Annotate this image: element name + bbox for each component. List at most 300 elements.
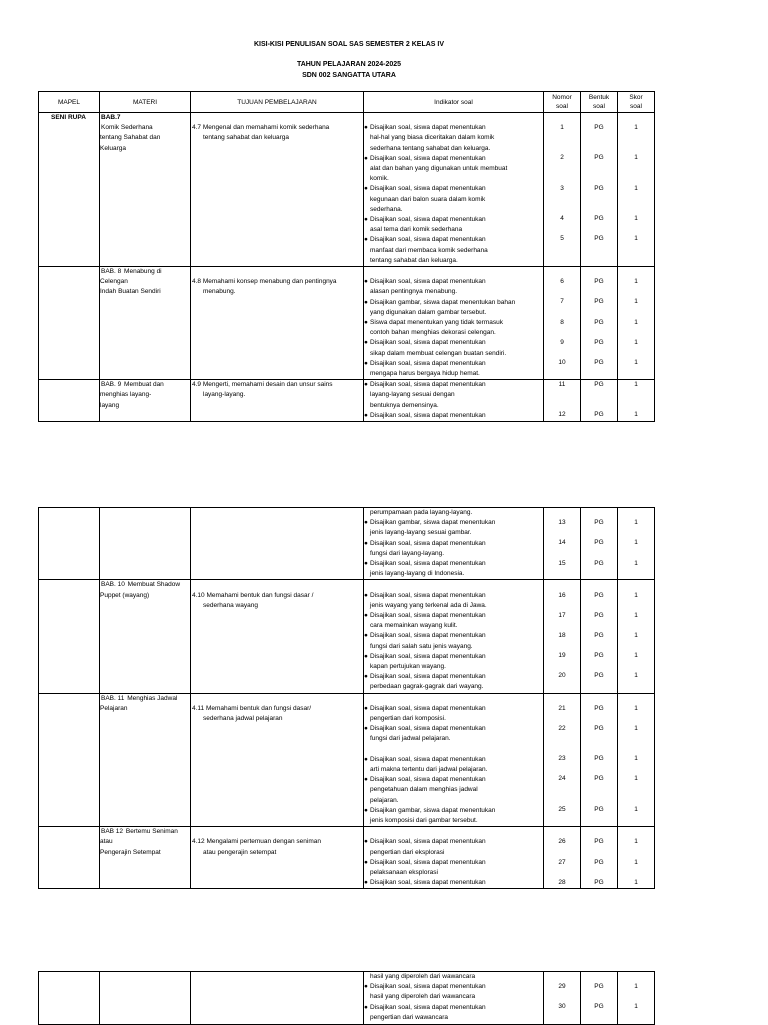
cell-value: 6 [560, 278, 564, 286]
mapel-cell [39, 827, 100, 889]
cell-value: PG [594, 652, 604, 660]
cell-value: 1 [634, 318, 638, 326]
spacer [618, 508, 654, 518]
text-line: komik. [370, 175, 389, 183]
bullet-icon: ● [364, 652, 368, 660]
text-line: menabung. [203, 288, 236, 296]
text-line: jenis layang-layang sesuai gambar. [370, 529, 472, 537]
indicator-item: ● Disajikan soal, siswa dapat menentukan pelaksanaan eksplorasi [364, 858, 543, 878]
skor-cell [618, 693, 655, 827]
indicator-item: ● Disajikan soal, siswa dapat menentukan layang-layang sesuai dengan bentuknya demensinya. [364, 380, 543, 411]
indicator-item: ● Disajikan soal, siswa dapat menentukan cara memainkan wayang kulit. [364, 611, 543, 631]
text-line: sederhana wayang [203, 601, 258, 609]
cell-value: 4 [560, 214, 564, 222]
tujuan-cell [191, 380, 364, 422]
text-line: jenis komposisi dari gambar tersebut. [370, 817, 478, 825]
cell-value: PG [594, 591, 604, 599]
bullet-icon: ● [364, 359, 368, 367]
cell-value: 1 [634, 559, 638, 567]
cell-value: PG [594, 838, 604, 846]
skor-cell [618, 508, 655, 580]
text-line: bentuknya demensinya. [370, 401, 439, 409]
subject-label: SENI RUPA [51, 114, 86, 121]
cell-value: PG [594, 704, 604, 712]
cell-value: 1 [634, 838, 638, 846]
spacer [544, 827, 580, 837]
indicator-item: ● Disajikan soal, siswa dapat menentukan alat dan bahan yang digunakan untuk membuat komik. [364, 154, 543, 185]
indicator-item: ● Disajikan soal, siswa dapat menentukan pengetahuan dalam menghias jadwal pelajaran. [364, 775, 543, 806]
text-line: pengertian dari wawancara [370, 1013, 449, 1021]
kisi-kisi-table-page-2 [38, 507, 655, 889]
cell-value: 1 [634, 298, 638, 306]
text-line: tentang sahabat dan keluarga [203, 134, 290, 142]
indicator-item: ● Disajikan soal, siswa dapat menentukan jenis layang-layang di Indonesia. [364, 559, 543, 579]
cell-value: 1 [634, 611, 638, 619]
materi-text: BAB. 9 [101, 381, 122, 389]
section-row-bab8 [39, 267, 655, 380]
learning-objective: 4.10 Memahami bentuk dan fungsi dasar / sederhana wayang [191, 591, 363, 611]
learning-objective: 4.11 Memahami bentuk dan fungsi dasar/ sederhana jadwal pelajaran [191, 704, 363, 724]
bullet-icon: ● [364, 612, 368, 620]
nomor-cell [544, 580, 581, 693]
cell-value: 24 [558, 775, 566, 783]
cell-value: PG [594, 775, 604, 783]
col-header-nomor: Nomor soal [544, 92, 581, 113]
spacer [364, 267, 543, 277]
learning-objective: 4.9 Mengerti, memahami desain dan unsur sains layang-layang. [191, 380, 363, 400]
skor-cell [618, 580, 655, 693]
spacer [618, 113, 654, 123]
cell-value: 1 [634, 278, 638, 286]
materi-text: Membuat dan menghias layang- layang [100, 381, 164, 409]
materi-text: Menabung di Celengan Indah Buatan Sendiri [100, 268, 162, 296]
indicator-item: ● Disajikan soal, siswa dapat menentukan fungsi dari layang-layang. [364, 539, 543, 559]
kisi-kisi-table-page-3 [38, 971, 655, 1025]
bullet-icon: ● [364, 560, 368, 568]
cell-value: 1 [560, 124, 564, 132]
indicator-item: ● Disajikan soal, siswa dapat menentukan [364, 878, 543, 888]
cell-value: 16 [558, 591, 566, 599]
spacer [544, 972, 580, 982]
header-school: SDN 002 SANGATTA UTARA [302, 72, 396, 79]
nomor-cell [544, 827, 581, 889]
bullet-icon: ● [364, 983, 368, 991]
col-header-bentuk: Bentuk soal [581, 92, 618, 113]
cell-value: 18 [558, 632, 566, 640]
cell-value: 13 [558, 519, 566, 527]
tujuan-cell [191, 827, 364, 889]
text-line: pengertian dari komposisi. [370, 715, 446, 723]
cell-value: 5 [560, 235, 564, 242]
cell-value: 1 [634, 539, 638, 547]
materi-text: BAB. 10 [101, 581, 125, 589]
spacer [544, 508, 580, 518]
text-line: fungsi dari layang-layang. [370, 549, 445, 557]
cell-value: PG [594, 298, 604, 306]
materi-text: BAB.7 [101, 114, 121, 121]
spacer [191, 694, 363, 704]
indicator-item: ● Disajikan gambar, siswa dapat menentukan bahan yang digunakan dalam gambar tersebut. [364, 298, 543, 318]
indicator-item: ● Disajikan soal, siswa dapat menentukan manfaat dari membaca komik sederhana tentang sahabat dan keluarga. [364, 235, 543, 266]
cell-value: 1 [634, 775, 638, 783]
indikator-cell [364, 972, 544, 1025]
materi-text: Membuat Shadow Puppet (wayang) [100, 581, 181, 599]
nomor-cell [544, 972, 581, 1025]
indikator-cell [364, 113, 544, 267]
tujuan-cell [191, 580, 364, 693]
bullet-icon: ● [364, 124, 368, 132]
indicator-item: ● Disajikan soal, siswa dapat menentukan perbedaan gagrak-gagrak dari wayang. [364, 672, 543, 692]
bullet-icon: ● [364, 278, 368, 286]
text-line: tentang sahabat dan keluarga. [370, 256, 458, 264]
spacer [618, 580, 654, 590]
bullet-icon: ● [364, 236, 368, 244]
section-row-bab12 [39, 827, 655, 889]
cell-value: PG [594, 805, 604, 813]
cell-value: 21 [558, 704, 566, 712]
text-line: kapan pertujukan wayang. [370, 663, 446, 671]
cell-value: PG [594, 611, 604, 619]
cell-value: 1 [634, 411, 638, 419]
mapel-cell [39, 113, 100, 267]
text-line: hasil yang diperoleh dari wawancara [370, 973, 476, 980]
text-line: hal-hal yang biasa diceritakan dalam komik [370, 134, 495, 142]
cell-value: 27 [558, 858, 566, 866]
cell-value: 10 [558, 359, 566, 367]
text-line: atau pengerajin setempat [203, 848, 277, 856]
cell-value: 1 [634, 878, 638, 886]
cell-value: PG [594, 539, 604, 547]
nomor-cell [544, 267, 581, 380]
bullet-icon: ● [364, 838, 368, 846]
cell-value: 1 [634, 805, 638, 813]
indicator-item: ● Disajikan soal, siswa dapat menentukan jenis wayang yang terkenal ada di Jawa. [364, 591, 543, 611]
cell-value: 14 [558, 539, 566, 547]
cell-value: 29 [558, 983, 566, 991]
indicator-item: ● Disajikan soal, siswa dapat menentukan fungsi dari salah satu jenis wayang. [364, 631, 543, 651]
cell-value: PG [594, 1003, 604, 1011]
bullet-icon: ● [364, 673, 368, 681]
cell-value: PG [594, 124, 604, 132]
text-line: yang digunakan dalam gambar tersebut. [370, 308, 487, 316]
mapel-cell [39, 972, 100, 1025]
cell-value: 1 [634, 755, 638, 763]
bentuk-cell [581, 580, 618, 693]
bullet-icon: ● [364, 216, 368, 224]
cell-value: 1 [634, 381, 638, 389]
indicator-item: ● Disajikan gambar, siswa dapat menentukan jenis layang-layang sesuai gambar. [364, 518, 543, 538]
materi-cell [100, 827, 191, 889]
bentuk-cell [581, 380, 618, 422]
mapel-cell [39, 380, 100, 422]
cell-value: 15 [558, 559, 566, 567]
cell-value: 25 [558, 805, 566, 813]
text-line: layang-layang sesuai dengan [370, 391, 455, 399]
materi-cell [100, 508, 191, 580]
materi-text: BAB. 8 [101, 268, 122, 276]
indikator-cell [364, 580, 544, 693]
cell-value: PG [594, 381, 604, 389]
spacer [544, 267, 580, 277]
cell-value: PG [594, 858, 604, 866]
cell-value: 1 [634, 154, 638, 162]
spacer [364, 745, 543, 755]
spacer [364, 580, 543, 590]
cell-value: 1 [634, 632, 638, 640]
cell-value: PG [594, 235, 604, 242]
cell-value: PG [594, 725, 604, 733]
cell-value: 1 [634, 983, 638, 991]
bentuk-cell [581, 693, 618, 827]
text-line: layang-layang. [203, 391, 246, 399]
spacer [191, 580, 363, 590]
section-row-bab11 [39, 693, 655, 827]
tujuan-cell [191, 113, 364, 267]
bentuk-cell [581, 267, 618, 380]
col-header-tujuan: TUJUAN PEMBELAJARAN [191, 92, 364, 113]
indicator-item: ● Disajikan soal, siswa dapat menentukan hal-hal yang biasa diceritakan dalam komik sederhana tentang sahabat dan keluarga. [364, 123, 543, 154]
indicator-item: ● Disajikan gambar, siswa dapat menentukan jenis komposisi dari gambar tersebut. [364, 806, 543, 826]
cell-value: PG [594, 519, 604, 527]
indicator-item: ● Siswa dapat menentukan yang tidak termasuk contoh bahan menghias dekorasi celengan. [364, 318, 543, 338]
spacer [364, 694, 543, 704]
cell-value: 30 [558, 1003, 566, 1011]
cell-value: PG [594, 184, 604, 192]
indicator-item: ● Disajikan soal, siswa dapat menentukan mengapa harus bergaya hidup hemat. [364, 359, 543, 379]
spacer [581, 694, 617, 704]
bullet-icon: ● [364, 339, 368, 347]
col-header-skor: Skor soal [618, 92, 655, 113]
header-title: KISI-KISI PENULISAN SOAL SAS SEMESTER 2 KELAS IV [253, 41, 445, 48]
cell-value: 1 [634, 725, 638, 733]
section-row-bab12-cont [39, 972, 655, 1025]
learning-objective: 4.7 Mengenal dan memahami komik sederhana tentang sahabat dan keluarga [191, 123, 363, 143]
col-header-mapel: MAPEL [39, 92, 100, 113]
cell-value: PG [594, 214, 604, 222]
bullet-icon: ● [364, 755, 368, 763]
spacer [364, 827, 543, 837]
bullet-icon: ● [364, 539, 368, 547]
cell-value: 19 [558, 652, 566, 660]
text-line: perumpamaan pada layang-layang. [370, 509, 473, 516]
bentuk-cell [581, 508, 618, 580]
cell-value: 1 [634, 214, 638, 222]
col-header-indikator: Indikator soal [364, 92, 544, 113]
cell-value: 1 [634, 338, 638, 346]
spacer [581, 580, 617, 590]
text-line: perbedaan gagrak-gagrak dari wayang. [370, 683, 484, 691]
indikator-cell [364, 380, 544, 422]
section-row-bab7 [39, 113, 655, 267]
text-line: cara memainkan wayang kulit. [370, 622, 458, 630]
bentuk-cell [581, 827, 618, 889]
materi-text: Komik Sederhana tentang Sahabat dan Keluarga [100, 124, 161, 152]
bullet-icon: ● [364, 806, 368, 814]
cell-value: PG [594, 318, 604, 326]
materi-cell [100, 580, 191, 693]
indicator-continuation [364, 508, 543, 518]
section-row-bab9 [39, 380, 655, 422]
bullet-icon: ● [364, 632, 368, 640]
tujuan-cell [191, 267, 364, 380]
text-line: jenis wayang yang terkenal ada di Jawa. [370, 601, 487, 609]
text-line: pengertian dari eksplorasi [370, 848, 445, 856]
text-line: sikap dalam membuat celengan buatan sendiri. [370, 349, 507, 357]
cell-value: PG [594, 632, 604, 640]
cell-value: PG [594, 983, 604, 991]
text-line: mengapa harus bergaya hidup hemat. [370, 370, 480, 378]
materi-cell [100, 267, 191, 380]
text-line: jenis layang-layang di Indonesia. [370, 570, 465, 578]
cell-value: 23 [558, 755, 566, 763]
bentuk-cell [581, 113, 618, 267]
bullet-icon: ● [364, 704, 368, 712]
cell-value: 1 [634, 652, 638, 660]
text-line: hasil yang diperoleh dari wawancara [370, 993, 476, 1001]
indicator-item: ● Disajikan soal, siswa dapat menentukan asal tema dari komik sederhana [364, 215, 543, 235]
cell-value: PG [594, 154, 604, 162]
bullet-icon: ● [364, 519, 368, 527]
cell-value: 7 [560, 298, 564, 306]
section-row-bab9-cont [39, 508, 655, 580]
materi-cell [100, 113, 191, 267]
text-line: sederhana. [370, 205, 403, 213]
spacer [581, 972, 617, 982]
indikator-cell [364, 508, 544, 580]
spacer [191, 267, 363, 277]
text-line: pengetahuan dalam menghias jadwal [370, 786, 478, 794]
indicator-item: ● Disajikan soal, siswa dapat menentukan fungsi dari jadwal pelajaran. [364, 724, 543, 744]
indicator-item: ● Disajikan soal, siswa dapat menentukan kapan pertujukan wayang. [364, 652, 543, 672]
indicator-continuation [364, 972, 543, 982]
cell-value: PG [594, 338, 604, 346]
nomor-cell [544, 693, 581, 827]
bullet-icon: ● [364, 858, 368, 866]
skor-cell [618, 827, 655, 889]
text-line: contoh bahan menghias dekorasi celengan. [370, 329, 496, 337]
spacer [618, 694, 654, 704]
bentuk-cell [581, 972, 618, 1025]
materi-text: BAB. 11 [101, 694, 125, 702]
indicator-item: ● Disajikan soal, siswa dapat menentukan [364, 411, 543, 421]
learning-objective: 4.8 Memahami konsep menabung dan pentingnya menabung. [191, 277, 363, 297]
spacer [191, 113, 363, 123]
text-line: fungsi dari jadwal pelajaran. [370, 735, 451, 743]
spacer [544, 113, 580, 123]
indicator-item: ● Disajikan soal, siswa dapat menentukan arti makna tertentu dari jadwal pelajaran. [364, 755, 543, 775]
bullet-icon: ● [364, 319, 368, 327]
indicator-item: ● Disajikan soal, siswa dapat menentukan sikap dalam membuat celengan buatan sendiri. [364, 338, 543, 358]
spacer [544, 580, 580, 590]
nomor-cell [544, 380, 581, 422]
cell-value: 1 [634, 858, 638, 866]
cell-value: PG [594, 559, 604, 567]
mapel-cell [39, 693, 100, 827]
header-year: TAHUN PELAJARAN 2024-2025 [296, 61, 402, 68]
materi-cell [100, 972, 191, 1025]
materi-text: Bertemu Seniman atau Pengerajin Setempat [100, 828, 178, 856]
tujuan-cell [191, 693, 364, 827]
cell-value: 28 [558, 878, 566, 886]
materi-cell [100, 693, 191, 827]
bullet-icon: ● [364, 1003, 368, 1011]
indicator-item: ● Disajikan soal, siswa dapat menentukan pengertian dari eksplorasi [364, 837, 543, 857]
skor-cell [618, 972, 655, 1025]
cell-value: 1 [634, 359, 638, 367]
cell-value: PG [594, 672, 604, 680]
text-line: manfaat dari membaca komik sederhana [370, 246, 488, 254]
spacer [544, 694, 580, 704]
materi-text: Menghias Jadwal Pelajaran [100, 694, 178, 712]
cell-value: 11 [558, 381, 566, 389]
nomor-cell [544, 113, 581, 267]
kisi-kisi-table-page-1 [38, 91, 655, 422]
bullet-icon: ● [364, 411, 368, 419]
text-line: pelaksanaan eksplorasi [370, 869, 438, 877]
learning-objective: 4.12 Mengalami pertemuan dengan seniman atau pengerajin setempat [191, 837, 363, 857]
mapel-cell [39, 508, 100, 580]
spacer [618, 267, 654, 277]
cell-value: 1 [634, 519, 638, 527]
indicator-item: ● Disajikan soal, siswa dapat menentukan pengertian dari wawancara [364, 1003, 543, 1023]
cell-value: 22 [558, 725, 566, 733]
materi-cell [100, 380, 191, 422]
tujuan-cell [191, 972, 364, 1025]
section-row-bab10 [39, 580, 655, 693]
spacer [618, 972, 654, 982]
col-header-materi: MATERI [100, 92, 191, 113]
bullet-icon: ● [364, 591, 368, 599]
cell-value: 1 [634, 704, 638, 712]
cell-value: PG [594, 278, 604, 286]
spacer [618, 827, 654, 837]
table-header-row [39, 92, 655, 113]
text-line: sederhana jadwal pelajaran [203, 715, 283, 723]
bullet-icon: ● [364, 381, 368, 389]
cell-value: PG [594, 755, 604, 763]
text-line: sederhana tentang sahabat dan keluarga. [370, 144, 491, 152]
bullet-icon: ● [364, 879, 368, 887]
cell-value: 1 [634, 184, 638, 192]
spacer [581, 508, 617, 518]
cell-value: 2 [560, 154, 564, 162]
bullet-icon: ● [364, 776, 368, 784]
mapel-cell [39, 267, 100, 380]
indicator-item: ● Disajikan soal, siswa dapat menentukan pengertian dari komposisi. [364, 704, 543, 724]
skor-cell [618, 380, 655, 422]
cell-value: 3 [560, 184, 564, 192]
bullet-icon: ● [364, 298, 368, 306]
cell-value: 12 [558, 411, 566, 419]
cell-value: 20 [558, 672, 566, 680]
cell-value: PG [594, 359, 604, 367]
nomor-cell [544, 508, 581, 580]
bullet-icon: ● [364, 725, 368, 733]
bullet-icon: ● [364, 154, 368, 162]
tujuan-cell [191, 508, 364, 580]
cell-value: 1 [634, 591, 638, 599]
text-line: asal tema dari komik sederhana [370, 226, 463, 234]
text-line: kegunaan dari balon suara dalam komik [370, 195, 486, 203]
text-line: fungsi dari salah satu jenis wayang. [370, 642, 473, 650]
cell-value: PG [594, 411, 604, 419]
skor-cell [618, 113, 655, 267]
cell-value: 1 [634, 124, 638, 132]
spacer [191, 827, 363, 837]
indicator-item: ● Disajikan soal, siswa dapat menentukan kegunaan dari balon suara dalam komik sederhana. [364, 184, 543, 215]
indicator-item: ● Disajikan soal, siswa dapat menentukan hasil yang diperoleh dari wawancara [364, 982, 543, 1002]
cell-value: PG [594, 878, 604, 886]
